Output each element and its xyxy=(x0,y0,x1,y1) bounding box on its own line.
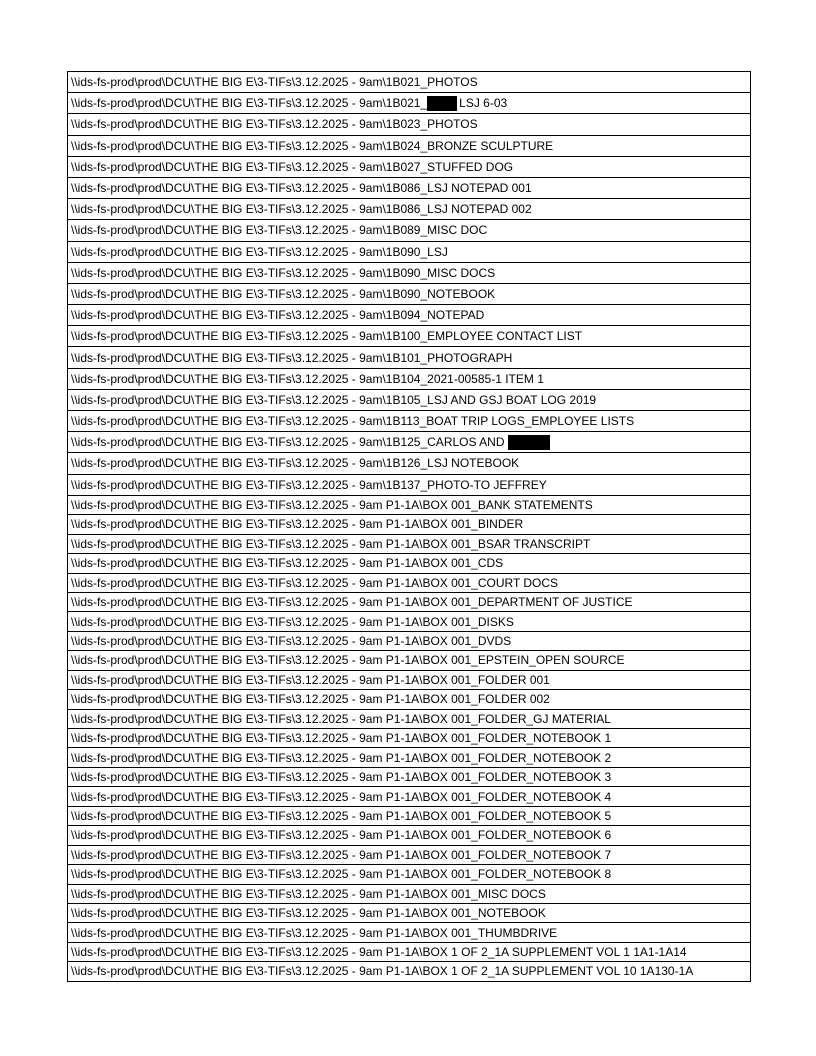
file-path-table xyxy=(67,71,751,982)
path-text: \\ids-fs-prod\prod\DCU\THE BIG E\3-TIFs\3.12.2025 - 9am\1B021_PHOTOS xyxy=(71,75,478,90)
path-text: \\ids-fs-prod\prod\DCU\THE BIG E\3-TIFs\3.12.2025 - 9am P1-1A\BOX 001_FOLDER 001 xyxy=(71,672,550,687)
path-text: \\ids-fs-prod\prod\DCU\THE BIG E\3-TIFs\3.12.2025 - 9am\1B023_PHOTOS xyxy=(71,117,478,132)
path-text: \\ids-fs-prod\prod\DCU\THE BIG E\3-TIFs\3.12.2025 - 9am\1B021_ xyxy=(71,96,428,111)
table-row xyxy=(68,612,750,631)
path-text: \\ids-fs-prod\prod\DCU\THE BIG E\3-TIFs\3.12.2025 - 9am P1-1A\BOX 001_EPSTEIN_OPEN SOURCE xyxy=(71,653,625,668)
path-text: \\ids-fs-prod\prod\DCU\THE BIG E\3-TIFs\3.12.2025 - 9am\1B024_BRONZE SCULPTURE xyxy=(71,138,554,153)
table-row xyxy=(68,114,750,135)
path-text: \\ids-fs-prod\prod\DCU\THE BIG E\3-TIFs\3.12.2025 - 9am P1-1A\BOX 001_THUMBDRIVE xyxy=(71,925,558,940)
table-row xyxy=(68,574,750,593)
table-row xyxy=(68,305,750,326)
table-row xyxy=(68,943,750,962)
path-text: \\ids-fs-prod\prod\DCU\THE BIG E\3-TIFs\3.12.2025 - 9am P1-1A\BOX 001_FOLDER_NOTEBOOK 4 xyxy=(71,789,612,804)
table-row xyxy=(68,199,750,220)
path-text: \\ids-fs-prod\prod\DCU\THE BIG E\3-TIFs\3.12.2025 - 9am P1-1A\BOX 001_BSAR TRANSCRIPT xyxy=(71,536,591,551)
path-text: \\ids-fs-prod\prod\DCU\THE BIG E\3-TIFs\3.12.2025 - 9am\1B090_NOTEBOOK xyxy=(71,286,496,301)
table-row xyxy=(68,369,750,390)
table-row xyxy=(68,787,750,806)
path-suffix-text: LSJ 6-03 xyxy=(459,96,508,111)
table-row xyxy=(68,768,750,787)
table-row xyxy=(68,242,750,263)
path-text: \\ids-fs-prod\prod\DCU\THE BIG E\3-TIFs\3.12.2025 - 9am P1-1A\BOX 001_DEPARTMENT OF JUSTICE xyxy=(71,595,633,610)
path-text: \\ids-fs-prod\prod\DCU\THE BIG E\3-TIFs\3.12.2025 - 9am\1B027_STUFFED DOG xyxy=(71,159,514,174)
table-row xyxy=(68,284,750,305)
table-row xyxy=(68,865,750,884)
table-row xyxy=(68,220,750,241)
path-text: \\ids-fs-prod\prod\DCU\THE BIG E\3-TIFs\3.12.2025 - 9am\1B094_NOTEPAD xyxy=(71,308,485,323)
table-row xyxy=(68,554,750,573)
path-text: \\ids-fs-prod\prod\DCU\THE BIG E\3-TIFs\3.12.2025 - 9am\1B105_LSJ AND GSJ BOAT LOG 2019 xyxy=(71,392,597,407)
table-row xyxy=(68,496,750,515)
table-row xyxy=(68,690,750,709)
path-text: \\ids-fs-prod\prod\DCU\THE BIG E\3-TIFs\3.12.2025 - 9am\1B113_BOAT TRIP LOGS_EMPLOYEE LISTS xyxy=(71,414,635,429)
path-text: \\ids-fs-prod\prod\DCU\THE BIG E\3-TIFs\3.12.2025 - 9am P1-1A\BOX 001_FOLDER_NOTEBOOK 3 xyxy=(71,770,612,785)
path-text: \\ids-fs-prod\prod\DCU\THE BIG E\3-TIFs\3.12.2025 - 9am P1-1A\BOX 1 OF 2_1A SUPPLEMENT VOL 1 1A1-1A14 xyxy=(71,945,687,960)
table-row xyxy=(68,593,750,612)
table-row xyxy=(68,846,750,865)
table-row xyxy=(68,651,750,670)
path-text: \\ids-fs-prod\prod\DCU\THE BIG E\3-TIFs\3.12.2025 - 9am\1B100_EMPLOYEE CONTACT LIST xyxy=(71,329,583,344)
table-row xyxy=(68,807,750,826)
path-text: \\ids-fs-prod\prod\DCU\THE BIG E\3-TIFs\3.12.2025 - 9am P1-1A\BOX 001_FOLDER 002 xyxy=(71,692,550,707)
table-row xyxy=(68,432,750,453)
table-row xyxy=(68,347,750,368)
table-row xyxy=(68,72,750,93)
table-row xyxy=(68,326,750,347)
path-text: \\ids-fs-prod\prod\DCU\THE BIG E\3-TIFs\3.12.2025 - 9am P1-1A\BOX 001_FOLDER_NOTEBOOK 7 xyxy=(71,847,612,862)
path-text: \\ids-fs-prod\prod\DCU\THE BIG E\3-TIFs\3.12.2025 - 9am\1B086_LSJ NOTEPAD 002 xyxy=(71,202,532,217)
table-row xyxy=(68,632,750,651)
path-text: \\ids-fs-prod\prod\DCU\THE BIG E\3-TIFs\3.12.2025 - 9am P1-1A\BOX 001_BANK STATEMENTS xyxy=(71,497,593,512)
path-text: \\ids-fs-prod\prod\DCU\THE BIG E\3-TIFs\3.12.2025 - 9am P1-1A\BOX 001_NOTEBOOK xyxy=(71,906,546,921)
table-row xyxy=(68,748,750,767)
path-text: \\ids-fs-prod\prod\DCU\THE BIG E\3-TIFs\3.12.2025 - 9am P1-1A\BOX 001_DISKS xyxy=(71,614,514,629)
path-text: \\ids-fs-prod\prod\DCU\THE BIG E\3-TIFs\3.12.2025 - 9am P1-1A\BOX 001_FOLDER_GJ MATERIAL xyxy=(71,711,611,726)
path-text: \\ids-fs-prod\prod\DCU\THE BIG E\3-TIFs\3.12.2025 - 9am\1B101_PHOTOGRAPH xyxy=(71,350,513,365)
path-text: \\ids-fs-prod\prod\DCU\THE BIG E\3-TIFs\3.12.2025 - 9am P1-1A\BOX 001_DVDS xyxy=(71,634,512,649)
table-row xyxy=(68,515,750,534)
path-text: \\ids-fs-prod\prod\DCU\THE BIG E\3-TIFs\3.12.2025 - 9am\1B086_LSJ NOTEPAD 001 xyxy=(71,181,532,196)
path-text: \\ids-fs-prod\prod\DCU\THE BIG E\3-TIFs\3.12.2025 - 9am\1B104_2021-00585-1 ITEM 1 xyxy=(71,371,544,386)
table-row xyxy=(68,710,750,729)
table-row xyxy=(68,885,750,904)
path-text: \\ids-fs-prod\prod\DCU\THE BIG E\3-TIFs\3.12.2025 - 9am P1-1A\BOX 001_FOLDER_NOTEBOOK 8 xyxy=(71,867,612,882)
table-row xyxy=(68,453,750,474)
table-row xyxy=(68,178,750,199)
path-text: \\ids-fs-prod\prod\DCU\THE BIG E\3-TIFs\3.12.2025 - 9am P1-1A\BOX 001_MISC DOCS xyxy=(71,886,546,901)
table-row xyxy=(68,729,750,748)
path-text: \\ids-fs-prod\prod\DCU\THE BIG E\3-TIFs\3.12.2025 - 9am P1-1A\BOX 001_FOLDER_NOTEBOOK 1 xyxy=(71,731,612,746)
table-row xyxy=(68,136,750,157)
table-row xyxy=(68,671,750,690)
path-text: \\ids-fs-prod\prod\DCU\THE BIG E\3-TIFs\3.12.2025 - 9am\1B125_CARLOS AND xyxy=(71,435,505,450)
path-text: \\ids-fs-prod\prod\DCU\THE BIG E\3-TIFs\3.12.2025 - 9am\1B126_LSJ NOTEBOOK xyxy=(71,456,520,471)
table-row xyxy=(68,263,750,284)
path-text: \\ids-fs-prod\prod\DCU\THE BIG E\3-TIFs\3.12.2025 - 9am\1B090_MISC DOCS xyxy=(71,265,496,280)
table-row xyxy=(68,535,750,554)
path-text: \\ids-fs-prod\prod\DCU\THE BIG E\3-TIFs\3.12.2025 - 9am P1-1A\BOX 001_FOLDER_NOTEBOOK 6 xyxy=(71,828,612,843)
path-text: \\ids-fs-prod\prod\DCU\THE BIG E\3-TIFs\3.12.2025 - 9am P1-1A\BOX 001_CDS xyxy=(71,556,504,571)
table-row xyxy=(68,826,750,845)
table-row xyxy=(68,157,750,178)
table-row xyxy=(68,390,750,411)
table-row xyxy=(68,475,750,496)
path-text: \\ids-fs-prod\prod\DCU\THE BIG E\3-TIFs\3.12.2025 - 9am P1-1A\BOX 001_COURT DOCS xyxy=(71,575,559,590)
table-row xyxy=(68,411,750,432)
path-text: \\ids-fs-prod\prod\DCU\THE BIG E\3-TIFs\3.12.2025 - 9am\1B137_PHOTO-TO JEFFREY xyxy=(71,477,547,492)
path-text: \\ids-fs-prod\prod\DCU\THE BIG E\3-TIFs\3.12.2025 - 9am P1-1A\BOX 001_FOLDER_NOTEBOOK 2 xyxy=(71,750,612,765)
path-text: \\ids-fs-prod\prod\DCU\THE BIG E\3-TIFs\3.12.2025 - 9am P1-1A\BOX 001_FOLDER_NOTEBOOK 5 xyxy=(71,808,612,823)
table-row xyxy=(68,904,750,923)
table-row xyxy=(68,962,750,981)
table-row xyxy=(68,923,750,942)
redaction-box xyxy=(427,96,457,111)
redaction-box xyxy=(508,435,550,450)
path-text: \\ids-fs-prod\prod\DCU\THE BIG E\3-TIFs\3.12.2025 - 9am\1B090_LSJ xyxy=(71,244,448,259)
path-text: \\ids-fs-prod\prod\DCU\THE BIG E\3-TIFs\3.12.2025 - 9am P1-1A\BOX 1 OF 2_1A SUPPLEMENT VOL 10 1A130-1A xyxy=(71,964,694,979)
table-row xyxy=(68,93,750,114)
path-text: \\ids-fs-prod\prod\DCU\THE BIG E\3-TIFs\3.12.2025 - 9am\1B089_MISC DOC xyxy=(71,223,488,238)
path-text: \\ids-fs-prod\prod\DCU\THE BIG E\3-TIFs\3.12.2025 - 9am P1-1A\BOX 001_BINDER xyxy=(71,517,524,532)
